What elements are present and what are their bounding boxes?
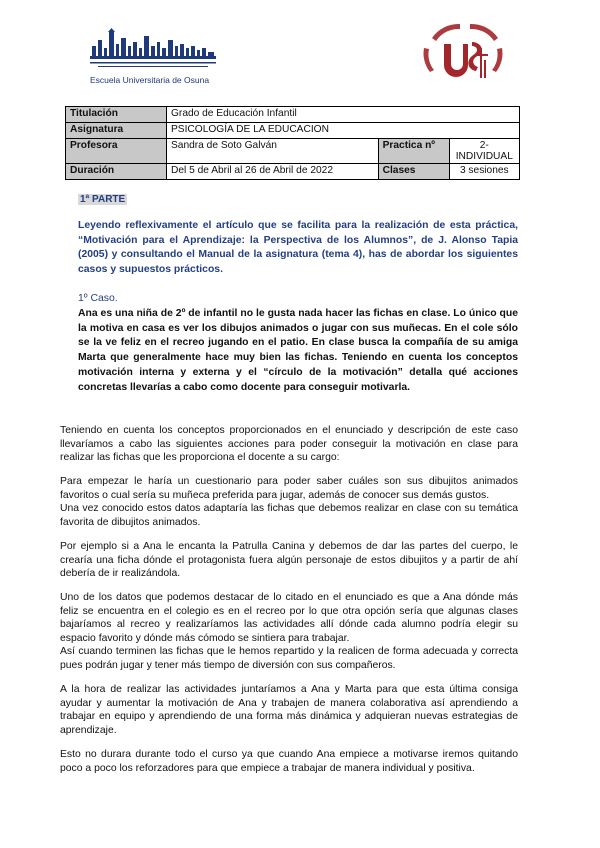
case-description: Ana es una niña de 2º de infantil no le gusta nada hacer las fichas en clase. Lo único que la motiva en casa es ver los dibujos animados o jugar con sus muñecas. En el cole sólo se la ve feliz en el recreo jugando en el patio. En clase busca la compañía de su amiga Marta que generalmente hace muy bien las fichas. Teniendo en cuenta los conceptos motivación interna y externa y el “círculo de la motivación” detalla qué acciones concretas llevarías a cabo como docente para conseguir motivarla. <box>78 308 518 393</box>
titulacion-value: Grado de Educación Infantil <box>167 107 520 123</box>
school-name: Escuela Universitaria de Osuna <box>90 75 210 85</box>
course-info-table <box>65 106 520 180</box>
table-row <box>66 123 520 139</box>
intro-instructions: Leyendo reflexivamente el artículo que se facilita para la realización de esta práctica, “Motivación para el Aprendizaje: la Perspectiva de los Alumnos”, de J. Alonso Tapia (2005) y consultando el Manual de la asignatura (tema 4), has de abordar los siguientes casos y supuestos prácticos. <box>78 220 518 275</box>
answer-paragraph: Para empezar le haría un cuestionario para poder saber cuáles son sus dibujitos animados favoritos o cual sería su muñeca preferida para jugar, además de conocer sus demás gustos. <box>60 476 518 501</box>
clases-label: Clases <box>378 164 449 180</box>
table-row <box>66 107 520 123</box>
duracion-value: Del 5 de Abril al 26 de Abril de 2022 <box>167 164 379 180</box>
university-seal <box>410 20 520 90</box>
answer-paragraph: A la hora de realizar las actividades juntaríamos a Ana y Marta para que esta última consiga ayudar y aumentar la motivación de Ana y trabajen de manera colaborativa así aprendiendo a trabajar en equipo y aprendiendo de una forma más dinámica y adquieran nuevas estrategias de aprendizaje. <box>60 684 518 736</box>
profesora-label: Profesora <box>66 139 167 164</box>
section-heading: 1ª PARTE <box>80 194 126 205</box>
table-row <box>66 139 520 164</box>
asignatura-value: PSICOLOGÍA DE LA EDUCACION <box>167 123 520 139</box>
practica-mode: INDIVIDUAL <box>455 151 513 162</box>
castle-icon <box>88 28 218 74</box>
school-logo <box>88 28 218 88</box>
answer-paragraph: Esto no durara durante todo el curso ya que cuando Ana empiece a motivarse iremos quitando poco a poco los reforzadores para que empiece a trabajar de manera individual y positiva. <box>60 749 518 774</box>
table-row <box>66 164 520 180</box>
university-seal-icon <box>410 20 520 90</box>
practica-number: 2- <box>479 140 489 151</box>
answer-paragraph: Así cuando terminen las fichas que le hemos repartido y la realicen de forma adecuada y correcta pues podrán jugar y tener más tiempo de diversión con sus compañeros. <box>60 646 518 671</box>
answer-paragraph: Por ejemplo si a Ana le encanta la Patrulla Canina y debemos de dar las partes del cuerpo, le crearía una ficha dónde el protagonista fuera algún personaje de estos dibujitos y a partir de ahí debería de ir realizándola. <box>60 541 518 580</box>
asignatura-label: Asignatura <box>66 123 167 139</box>
practica-label: Practica nº <box>378 139 449 164</box>
profesora-value: Sandra de Soto Galván <box>167 139 379 164</box>
answer-paragraph: Uno de los datos que podemos destacar de lo citado en el enunciado es que a Ana dónde más feliz se encuentra en el colegio es en el recreo por lo que otra opción sería que algunas clases bajaríamos al recreo y realizaríamos las actividades allí dónde cada alumno podría elegir su espacio favorito y dónde más cómodo se sintiera para trabajar. <box>60 592 518 644</box>
answer-paragraph: Teniendo en cuenta los conceptos proporcionados en el enunciado y descripción de este caso llevaríamos a cabo las siguientes acciones para poder conseguir la motivación en clase para realizar las fichas que les proporciona el docente a su cargo: <box>60 425 518 464</box>
answer-paragraph: Una vez conocido estos datos adaptaría las fichas que debemos realizar en clase con su temática favorita de dibujitos animados. <box>60 503 518 528</box>
case-title: 1º Caso. <box>78 293 118 304</box>
duracion-label: Duración <box>66 164 167 180</box>
clases-value: 3 sesiones <box>449 164 519 180</box>
titulacion-label: Titulación <box>66 107 167 123</box>
practica-value <box>449 139 519 164</box>
